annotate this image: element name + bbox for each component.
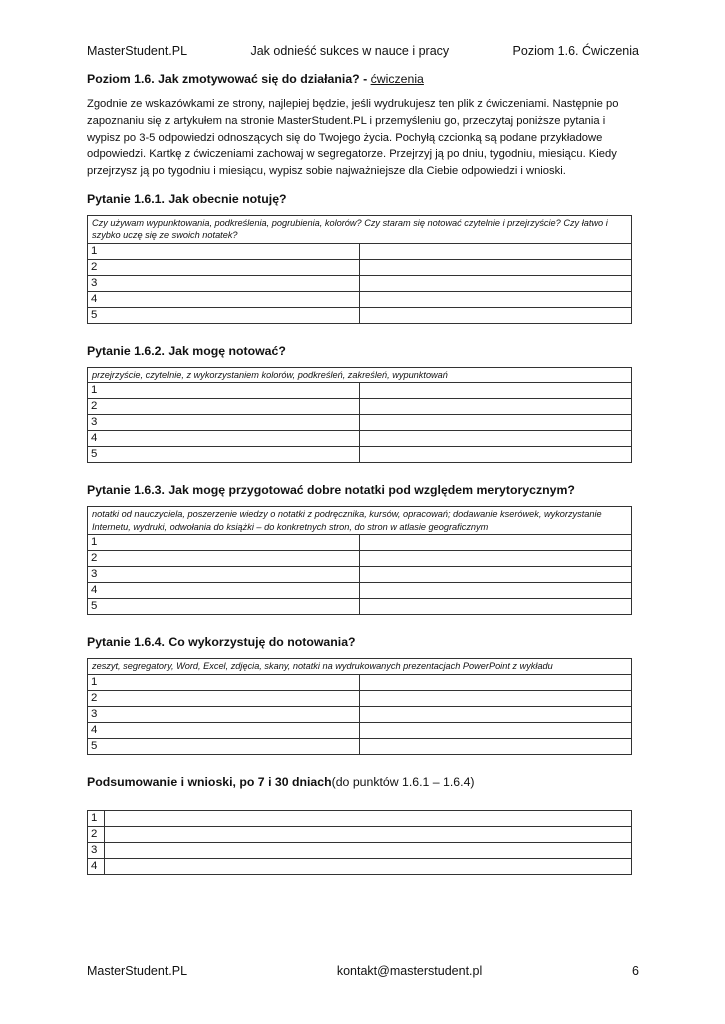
answer-field[interactable] xyxy=(360,307,632,323)
answer-row-number: 5 xyxy=(88,307,360,323)
example-answer: przejrzyście, czytelnie, z wykorzystaniem kolorów, podkreśleń, zakreśleń, wypunktowań xyxy=(88,367,632,383)
summary-row-number: 2 xyxy=(88,826,105,842)
answer-field[interactable] xyxy=(360,583,632,599)
question-title: Pytanie 1.6.1. Jak obecnie notuję? xyxy=(87,191,287,206)
answer-row-number: 5 xyxy=(88,738,360,754)
answer-row xyxy=(88,291,632,307)
answer-row xyxy=(88,690,632,706)
answer-row-number: 3 xyxy=(88,275,360,291)
answer-row-number: 3 xyxy=(88,567,360,583)
answer-row xyxy=(88,399,632,415)
answer-field[interactable] xyxy=(360,551,632,567)
summary-field[interactable] xyxy=(105,842,632,858)
example-answer: notatki od nauczyciela, poszerzenie wiedzy o notatki z podręcznika, kursów, opracowań; dodawanie kserówek, wykorzystanie Internetu, wydruki, odwołania do książki – do konkretnych stron, do stron w atlasie geograficznym xyxy=(88,507,632,535)
answer-field[interactable] xyxy=(360,291,632,307)
answer-row-number: 4 xyxy=(88,431,360,447)
answer-field[interactable] xyxy=(360,674,632,690)
answer-row xyxy=(88,674,632,690)
answer-row-number: 5 xyxy=(88,447,360,463)
answer-row xyxy=(88,383,632,399)
answer-field[interactable] xyxy=(360,415,632,431)
example-row xyxy=(88,659,632,675)
example-answer: Czy używam wypunktowania, podkreślenia, pogrubienia, kolorów? Czy staram się notować czytelnie i przejrzyście? Czy łatwo i szybko uczę się ze swoich notatek? xyxy=(88,215,632,243)
header-site-name: MasterStudent.PL xyxy=(87,44,188,58)
header-section: Poziom 1.6. Ćwiczenia xyxy=(512,44,639,58)
summary-row xyxy=(88,842,632,858)
example-row xyxy=(88,215,632,243)
answer-row xyxy=(88,431,632,447)
answer-row xyxy=(88,706,632,722)
answer-field[interactable] xyxy=(360,690,632,706)
summary-field[interactable] xyxy=(105,810,632,826)
header-book-title: Jak odnieść sukces w nauce i pracy xyxy=(250,44,450,58)
answer-row xyxy=(88,243,632,259)
answer-field[interactable] xyxy=(360,447,632,463)
document-body xyxy=(87,72,632,895)
answer-field[interactable] xyxy=(360,275,632,291)
answer-row-number: 1 xyxy=(88,535,360,551)
question-title: Pytanie 1.6.4. Co wykorzystuję do notowania? xyxy=(87,635,356,650)
example-row xyxy=(88,367,632,383)
summary-row xyxy=(88,810,632,826)
summary-title-bold: Podsumowanie i wnioski, po 7 i 30 dniach xyxy=(87,774,332,789)
summary-spacer xyxy=(87,798,632,810)
answer-table xyxy=(87,658,632,755)
answer-row-number: 1 xyxy=(88,243,360,259)
answer-row-number: 2 xyxy=(88,551,360,567)
summary-title-note: (do punktów 1.6.1 – 1.6.4) xyxy=(331,774,475,789)
answer-row-number: 1 xyxy=(88,674,360,690)
answer-field[interactable] xyxy=(360,706,632,722)
answer-field[interactable] xyxy=(360,599,632,615)
answer-row xyxy=(88,259,632,275)
summary-field[interactable] xyxy=(105,858,632,874)
answer-row xyxy=(88,583,632,599)
answer-field[interactable] xyxy=(360,535,632,551)
intro-paragraph: Zgodnie ze wskazówkami ze strony, najlepiej będzie, jeśli wydrukujesz ten plik z ćwiczeniami. Następnie po zapoznaniu się z artykułem na stronie MasterStudent.PL i przemyśleniu go, przeczytaj poniższe pytania i wypisz po 3-5 odpowiedzi odnoszących się do Twojego życia. Pochyłą czcionką są podane przykładowe odpowiedzi. Kartkę z ćwiczeniami zachowaj w segregatorze. Przejrzyj ją po dniu, tygodniu, miesiącu. Kiedy przejrzysz ją po tygodniu i miesiącu, wypisz sobie najważniejsze dla Ciebie odpowiedzi i wnioski. xyxy=(87,98,619,178)
answer-row-number: 5 xyxy=(88,599,360,615)
answer-field[interactable] xyxy=(360,738,632,754)
answer-field[interactable] xyxy=(360,722,632,738)
exercises-link[interactable]: ćwiczenia xyxy=(370,72,424,86)
answer-row xyxy=(88,722,632,738)
answer-row xyxy=(88,447,632,463)
answer-row xyxy=(88,567,632,583)
footer-contact-email[interactable]: kontakt@masterstudent.pl xyxy=(336,964,483,978)
answer-row-number: 3 xyxy=(88,415,360,431)
answer-row-number: 4 xyxy=(88,583,360,599)
answer-table xyxy=(87,506,632,615)
answer-row xyxy=(88,535,632,551)
page-footer xyxy=(87,964,639,978)
footer-site-name: MasterStudent.PL xyxy=(87,964,188,978)
page-title xyxy=(87,72,632,86)
answer-field[interactable] xyxy=(360,399,632,415)
page-number: 6 xyxy=(632,964,639,978)
answer-field[interactable] xyxy=(360,259,632,275)
questions-list xyxy=(87,192,632,755)
example-row xyxy=(88,507,632,535)
answer-table xyxy=(87,367,632,464)
example-answer: zeszyt, segregatory, Word, Excel, zdjęcia, skany, notatki na wydrukowanych prezentacjach PowerPoint z wykładu xyxy=(88,659,632,675)
answer-row xyxy=(88,415,632,431)
summary-row-number: 4 xyxy=(88,858,105,874)
answer-row-number: 4 xyxy=(88,722,360,738)
page-header xyxy=(87,44,639,58)
answer-row-number: 3 xyxy=(88,706,360,722)
summary-row-number: 1 xyxy=(88,810,105,826)
answer-row-number: 2 xyxy=(88,259,360,275)
answer-row xyxy=(88,551,632,567)
answer-row xyxy=(88,275,632,291)
answer-row xyxy=(88,599,632,615)
summary-answer-table xyxy=(87,810,632,875)
answer-field[interactable] xyxy=(360,567,632,583)
answer-row-number: 2 xyxy=(88,399,360,415)
answer-table xyxy=(87,215,632,324)
answer-field[interactable] xyxy=(360,383,632,399)
answer-row-number: 2 xyxy=(88,690,360,706)
summary-row xyxy=(88,826,632,842)
summary-row xyxy=(88,858,632,874)
summary-title xyxy=(87,775,632,789)
answer-row xyxy=(88,307,632,323)
answer-row xyxy=(88,738,632,754)
answer-row-number: 1 xyxy=(88,383,360,399)
answer-field[interactable] xyxy=(360,431,632,447)
question-title: Pytanie 1.6.2. Jak mogę notować? xyxy=(87,343,286,358)
summary-row-number: 3 xyxy=(88,842,105,858)
question-title: Pytanie 1.6.3. Jak mogę przygotować dobre notatki pod względem merytorycznym? xyxy=(87,483,575,498)
answer-row-number: 4 xyxy=(88,291,360,307)
page-title-text: Poziom 1.6. Jak zmotywować się do działania? - xyxy=(87,72,371,86)
summary-field[interactable] xyxy=(105,826,632,842)
answer-field[interactable] xyxy=(360,243,632,259)
